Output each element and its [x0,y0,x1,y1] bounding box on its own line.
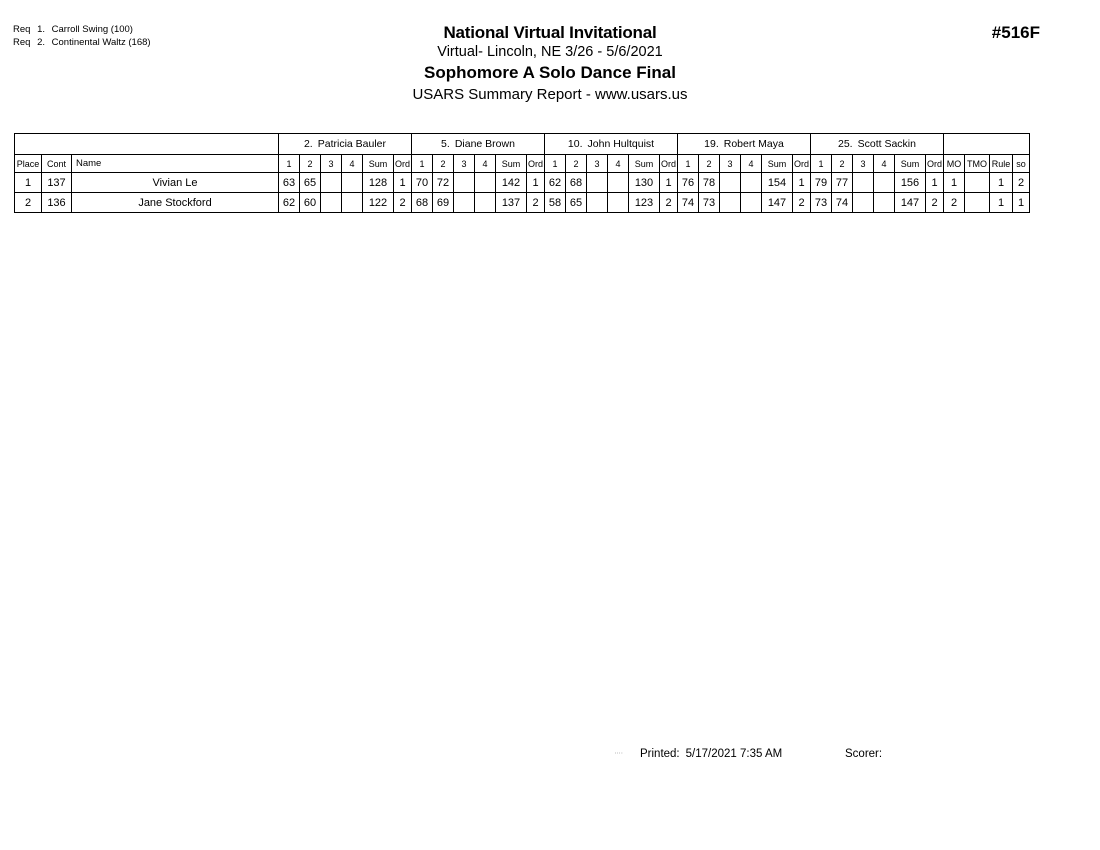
cell-j5-ord: 2 [926,193,944,213]
cell-j4-d3 [720,193,741,213]
cell-cont: 136 [42,193,72,213]
cell-j1-d2: 60 [300,193,321,213]
cell-so: 2 [1013,173,1030,193]
column-header-row [15,155,1030,173]
cell-j4-sum: 147 [762,193,793,213]
column-header-j1-sum: Sum [363,155,394,173]
column-header-j1-d2: 2 [300,155,321,173]
results-table-container [14,133,1030,213]
print-mark: :::: [615,750,624,755]
column-header-j2-d1: 1 [412,155,433,173]
cell-j5-d3 [853,193,874,213]
cell-j2-d2: 72 [433,173,454,193]
cell-j5-sum: 156 [895,173,926,193]
column-header-rule: Rule [990,155,1013,173]
cell-j1-ord: 1 [394,173,412,193]
cell-j5-d1: 73 [811,193,832,213]
cell-j4-d4 [741,173,762,193]
judge-panel-5 [811,134,944,155]
cell-mo: 2 [944,193,965,213]
column-header-j2-sum: Sum [496,155,527,173]
cell-j2-sum: 137 [496,193,527,213]
cell-j1-d3 [321,193,342,213]
report-title-block [0,22,1100,105]
column-header-j5-d4: 4 [874,155,895,173]
cell-j4-d1: 74 [678,193,699,213]
requirement-number: 1. [37,24,46,35]
judge-name: John Hultquist [587,138,655,150]
cell-j4-d3 [720,173,741,193]
cell-j3-d3 [587,173,608,193]
event-title: National Virtual Invitational [443,23,657,42]
judge-panel-2 [412,134,545,155]
column-header-j1-ord: Ord [394,155,412,173]
cell-j2-d2: 69 [433,193,454,213]
printed-timestamp [640,748,782,760]
cell-j4-ord: 1 [793,173,811,193]
judge-name: Robert Maya [723,138,784,150]
column-header-cont: Cont [42,155,72,173]
cell-place: 2 [15,193,42,213]
cell-j5-d4 [874,173,895,193]
cell-rule: 1 [990,173,1013,193]
column-header-j3-sum: Sum [629,155,660,173]
cell-tmo [965,193,990,213]
cell-rule: 1 [990,193,1013,213]
column-header-j3-d2: 2 [566,155,587,173]
requirement-tag: Req [13,24,31,35]
column-header-j2-d4: 4 [475,155,496,173]
cell-place: 1 [15,173,42,193]
cell-j5-d3 [853,173,874,193]
judge-number: 25. [838,138,853,150]
cell-j5-d2: 77 [832,173,853,193]
cell-j2-d3 [454,173,475,193]
cell-j3-d4 [608,193,629,213]
report-subtitle: USARS Summary Report - www.usars.us [412,86,688,103]
event-location-dates: Virtual- Lincoln, NE 3/26 - 5/6/2021 [437,44,663,60]
cell-j3-d1: 62 [545,173,566,193]
cell-j3-ord: 2 [660,193,678,213]
cell-cont: 137 [42,173,72,193]
cell-j4-d2: 78 [699,173,720,193]
cell-skater-name: Jane Stockford [72,193,279,213]
column-header-name: Name [72,155,279,173]
cell-j5-d2: 74 [832,193,853,213]
column-header-tmo: TMO [965,155,990,173]
column-header-j4-d4: 4 [741,155,762,173]
requirement-name: Carroll Swing (100) [51,24,133,35]
printed-value: 5/17/2021 7:35 AM [685,748,783,760]
cell-j4-d2: 73 [699,193,720,213]
judge-panel-4 [678,134,811,155]
column-header-j5-sum: Sum [895,155,926,173]
scorer-label: Scorer: [845,748,883,760]
cell-so: 1 [1013,193,1030,213]
cell-j1-d4 [342,193,363,213]
cell-j4-sum: 154 [762,173,793,193]
cell-j2-d3 [454,193,475,213]
cell-j2-sum: 142 [496,173,527,193]
judge-header-row [15,134,1030,155]
judge-panel-3 [545,134,678,155]
column-header-j3-d4: 4 [608,155,629,173]
cell-j3-d3 [587,193,608,213]
cell-j2-ord: 1 [527,173,545,193]
judge-row-spacer-left [15,134,279,155]
event-category: Sophomore A Solo Dance Final [424,63,676,82]
cell-j1-d1: 62 [279,193,300,213]
cell-j1-d1: 63 [279,173,300,193]
column-header-j4-sum: Sum [762,155,793,173]
cell-j1-sum: 128 [363,173,394,193]
table-row[interactable] [15,193,1030,213]
cell-j2-d4 [475,193,496,213]
column-header-j5-d1: 1 [811,155,832,173]
cell-j2-d1: 68 [412,193,433,213]
column-header-j1-d4: 4 [342,155,363,173]
cell-j5-d4 [874,193,895,213]
cell-j4-ord: 2 [793,193,811,213]
cell-j3-sum: 130 [629,173,660,193]
cell-j2-ord: 2 [527,193,545,213]
column-header-j4-ord: Ord [793,155,811,173]
column-header-j5-ord: Ord [926,155,944,173]
column-header-j4-d1: 1 [678,155,699,173]
column-header-j2-ord: Ord [527,155,545,173]
column-header-j2-d3: 3 [454,155,475,173]
column-header-j3-ord: Ord [660,155,678,173]
results-table [14,133,1030,213]
column-header-j1-d3: 3 [321,155,342,173]
requirement-tag: Req [13,36,31,48]
cell-j2-d4 [475,173,496,193]
column-header-j1-d1: 1 [279,155,300,173]
judge-row-spacer-right [944,134,1030,155]
cell-skater-name: Vivian Le [72,173,279,193]
judge-number: 19. [704,138,719,150]
judge-name: Patricia Bauler [317,138,387,150]
printed-label: Printed: [640,748,680,760]
table-row[interactable] [15,173,1030,193]
column-header-mo: MO [944,155,965,173]
cell-j1-d4 [342,173,363,193]
cell-j3-ord: 1 [660,173,678,193]
cell-j1-ord: 2 [394,193,412,213]
cell-j4-d4 [741,193,762,213]
column-header-j3-d3: 3 [587,155,608,173]
judge-panel-1 [279,134,412,155]
column-header-place: Place [15,155,42,173]
cell-j3-d2: 68 [566,173,587,193]
column-header-j2-d2: 2 [433,155,454,173]
cell-j3-d1: 58 [545,193,566,213]
cell-j3-d4 [608,173,629,193]
cell-j1-d2: 65 [300,173,321,193]
cell-j4-d1: 76 [678,173,699,193]
cell-mo: 1 [944,173,965,193]
judge-number: 2. [303,138,313,150]
cell-tmo [965,173,990,193]
cell-j1-d3 [321,173,342,193]
column-header-j4-d3: 3 [720,155,741,173]
column-header-j5-d2: 2 [832,155,853,173]
column-header-j4-d2: 2 [699,155,720,173]
cell-j3-d2: 65 [566,193,587,213]
judge-number: 10. [567,138,583,150]
requirement-number: 2. [37,36,46,48]
column-header-j3-d1: 1 [545,155,566,173]
event-number: #516F [991,23,1040,42]
judge-name: Diane Brown [454,138,515,150]
requirement-name: Continental Waltz (168) [51,36,151,48]
cell-j5-ord: 1 [926,173,944,193]
judge-name: Scott Sackin [857,138,916,150]
cell-j2-d1: 70 [412,173,433,193]
column-header-so: so [1013,155,1030,173]
cell-j3-sum: 123 [629,193,660,213]
cell-j5-sum: 147 [895,193,926,213]
cell-j5-d1: 79 [811,173,832,193]
column-header-j5-d3: 3 [853,155,874,173]
cell-j1-sum: 122 [363,193,394,213]
judge-number: 5. [441,138,450,150]
